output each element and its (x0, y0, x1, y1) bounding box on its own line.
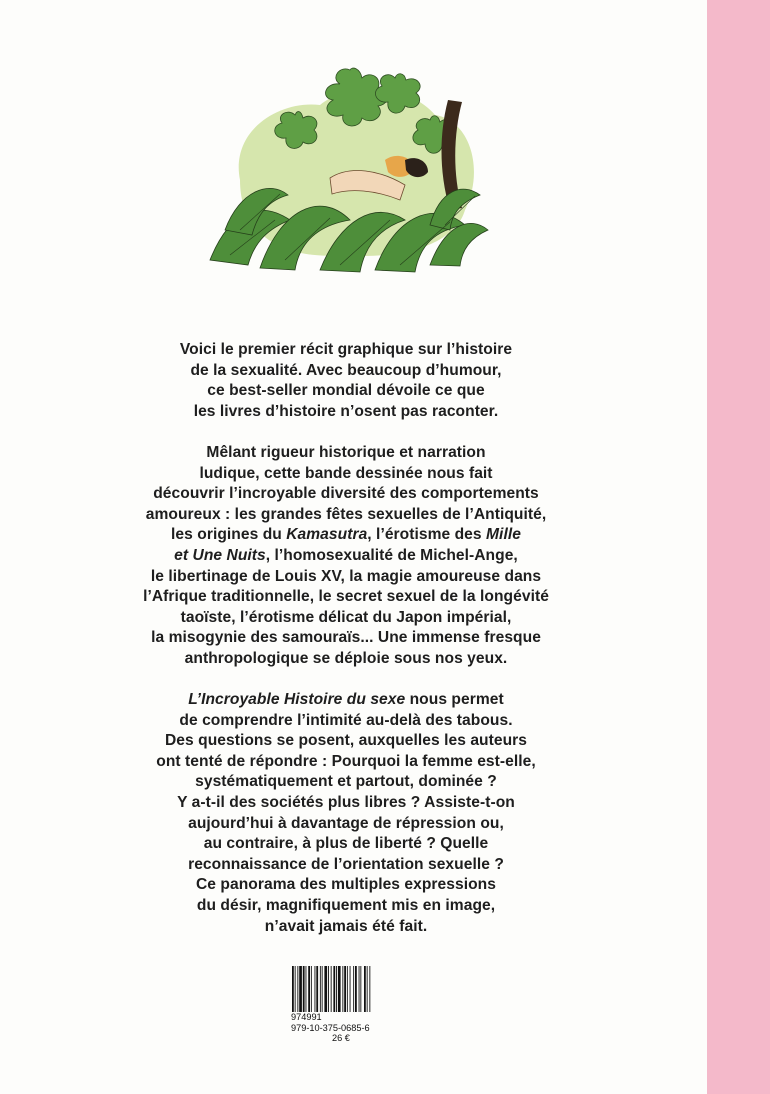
blurb-line: Y a-t-il des sociétés plus libres ? Assiste-t-on (177, 794, 515, 812)
blurb-line: ce best-seller mondial dévoile ce que (207, 382, 485, 400)
text-run: nous permet (405, 691, 504, 709)
blurb-line: n’avait jamais été fait. (264, 917, 428, 935)
blurb-line: ludique, cette bande dessinée nous fait (199, 464, 493, 482)
isbn: 979-10-375-0685-6 (291, 1022, 370, 1033)
price: 26 € (332, 1033, 350, 1043)
back-cover-blurb (140, 340, 552, 937)
pink-spine-band (707, 0, 770, 1094)
blurb-line (140, 525, 552, 546)
blurb-line: la misogynie des samouraïs... Une immense fresque (151, 629, 541, 647)
blurb-line: du désir, magnifiquement mis en image, (196, 897, 496, 915)
blurb-line: Des questions se posent, auxquelles les auteurs (165, 732, 527, 750)
book-title-mille: Mille (486, 526, 521, 544)
blurb-line: systématiquement et partout, dominée ? (195, 773, 497, 791)
blurb-line: ont tenté de répondre : Pourquoi la femme est-elle, (156, 752, 536, 770)
blurb-line: les livres d’histoire n’osent pas raconter. (193, 402, 499, 420)
blurb-line: de comprendre l’intimité au-delà des tabous. (179, 711, 513, 729)
text-run: , l’homosexualité de Michel-Ange, (265, 546, 518, 564)
blurb-line: l’Afrique traditionnelle, le secret sexuel de la longévité (143, 588, 549, 606)
blurb-line: au contraire, à plus de liberté ? Quelle (203, 835, 489, 853)
blurb-line (140, 690, 552, 711)
product-code: 974991 (291, 1012, 322, 1022)
blurb-line: aujourd’hui à davantage de répression ou, (188, 814, 504, 832)
blurb-line: taoïste, l’érotisme délicat du Japon impérial, (180, 608, 512, 626)
book-title-une-nuits: et Une Nuits (174, 546, 266, 564)
blurb-line: Mêlant rigueur historique et narration (206, 443, 486, 461)
book-title-kamasutra: Kamasutra (286, 526, 368, 544)
blurb-line: anthropologique se déploie sous nos yeux. (184, 649, 508, 667)
blurb-line: le libertinage de Louis XV, la magie amoureuse dans (150, 567, 542, 585)
jungle-couple-illustration-icon (200, 60, 490, 275)
blurb-line: reconnaissance de l’orientation sexuelle ? (188, 855, 504, 873)
blurb-line (140, 546, 552, 567)
blurb-line: Voici le premier récit graphique sur l’histoire (179, 341, 513, 358)
text-run: , l’érotisme des (367, 526, 487, 544)
blurb-paragraph-2 (140, 443, 552, 670)
text-run: les origines du (171, 526, 287, 544)
blurb-line: Ce panorama des multiples expressions (196, 876, 496, 894)
barcode-block (291, 966, 401, 1044)
blurb-paragraph-3 (140, 690, 552, 937)
barcode-icon (291, 966, 398, 1012)
blurb-line: découvrir l’incroyable diversité des comportements (153, 485, 539, 503)
blurb-paragraph-1 (140, 340, 552, 422)
blurb-line: amoureux : les grandes fêtes sexuelles de l’Antiquité, (145, 505, 547, 523)
blurb-line: de la sexualité. Avec beaucoup d’humour, (190, 361, 502, 379)
book-title: L’Incroyable Histoire du sexe (188, 691, 406, 709)
